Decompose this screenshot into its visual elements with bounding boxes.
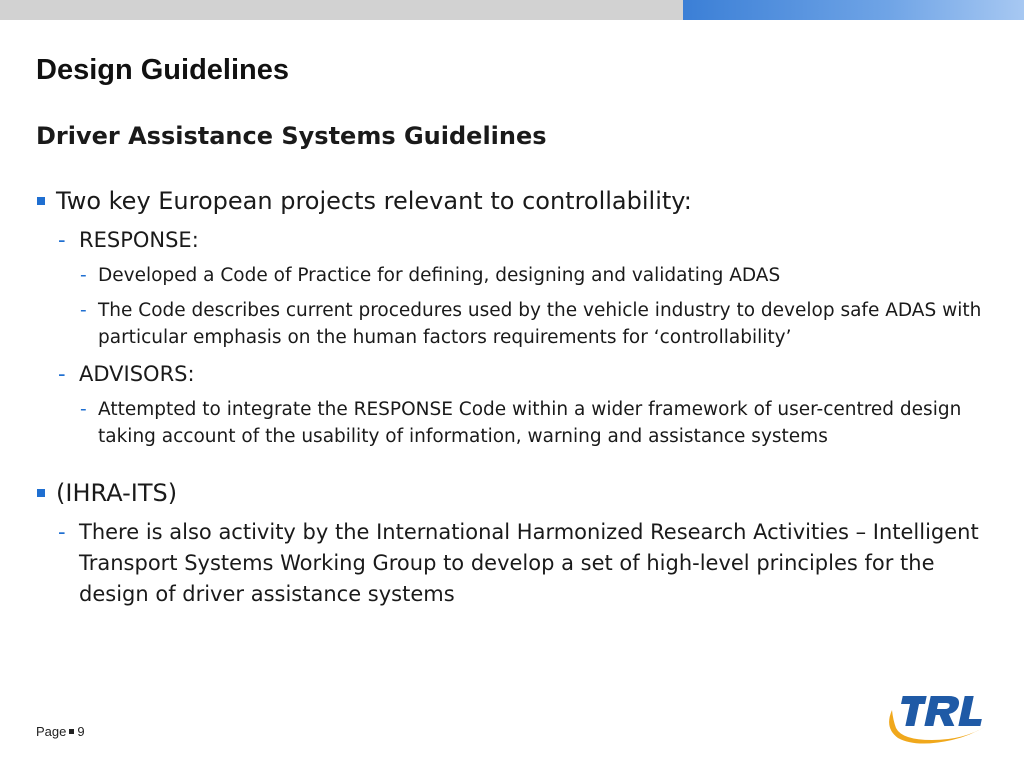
sub-sub-bullet-text: Attempted to integrate the RESPONSE Code within a wider framework of user-centred design taking account of the usability of information, warning and assistance systems <box>98 399 962 447</box>
page-number: 9 <box>77 724 85 739</box>
sub-sub-bullet-text: Developed a Code of Practice for defining, designing and validating ADAS <box>98 265 781 286</box>
dash-icon: - <box>58 228 66 252</box>
sub-bullet-item <box>36 359 996 390</box>
page-number-label <box>36 724 85 739</box>
sub-sub-bullet-item <box>36 297 996 351</box>
dash-icon: - <box>80 399 87 420</box>
bullet-text: (IHRA-ITS) <box>56 479 178 507</box>
bullet-item <box>36 478 996 509</box>
square-bullet-icon <box>37 489 45 497</box>
dash-icon: - <box>58 520 66 544</box>
top-banner-grey <box>0 0 683 20</box>
sub-bullet-item <box>36 225 996 256</box>
page-label-text: Page <box>36 724 67 739</box>
top-banner-blue <box>683 0 1024 20</box>
sub-bullet-text: There is also activity by the International Harmonized Research Activities – Intelligent Transport Systems Working Group to develop a set of high-level principles for the design of driver assistance systems <box>79 520 979 606</box>
square-bullet-icon <box>37 197 45 205</box>
sub-bullet-item <box>36 517 996 610</box>
slide-subtitle: Driver Assistance Systems Guidelines <box>36 122 547 150</box>
slide-title: Design Guidelines <box>36 54 289 86</box>
trl-logo-icon <box>882 690 992 748</box>
dash-icon: - <box>80 300 87 321</box>
logo-swoosh <box>889 710 986 744</box>
sub-sub-bullet-text: The Code describes current procedures used by the vehicle industry to develop safe ADAS with particular emphasis on the human factors requirements for ‘controllability’ <box>98 300 982 348</box>
top-banner <box>0 0 1024 20</box>
bullet-text: Two key European projects relevant to controllability: <box>56 187 692 215</box>
sub-bullet-text: RESPONSE: <box>79 228 199 252</box>
sub-sub-bullet-item <box>36 396 996 450</box>
logo-letters <box>896 696 986 726</box>
sub-sub-bullet-item <box>36 262 996 289</box>
dash-icon: - <box>80 265 87 286</box>
trl-logo <box>882 690 992 748</box>
separator-icon <box>69 729 74 734</box>
slide-content <box>36 186 996 616</box>
bullet-item <box>36 186 996 217</box>
dash-icon: - <box>58 362 66 386</box>
sub-bullet-text: ADVISORS: <box>79 362 195 386</box>
